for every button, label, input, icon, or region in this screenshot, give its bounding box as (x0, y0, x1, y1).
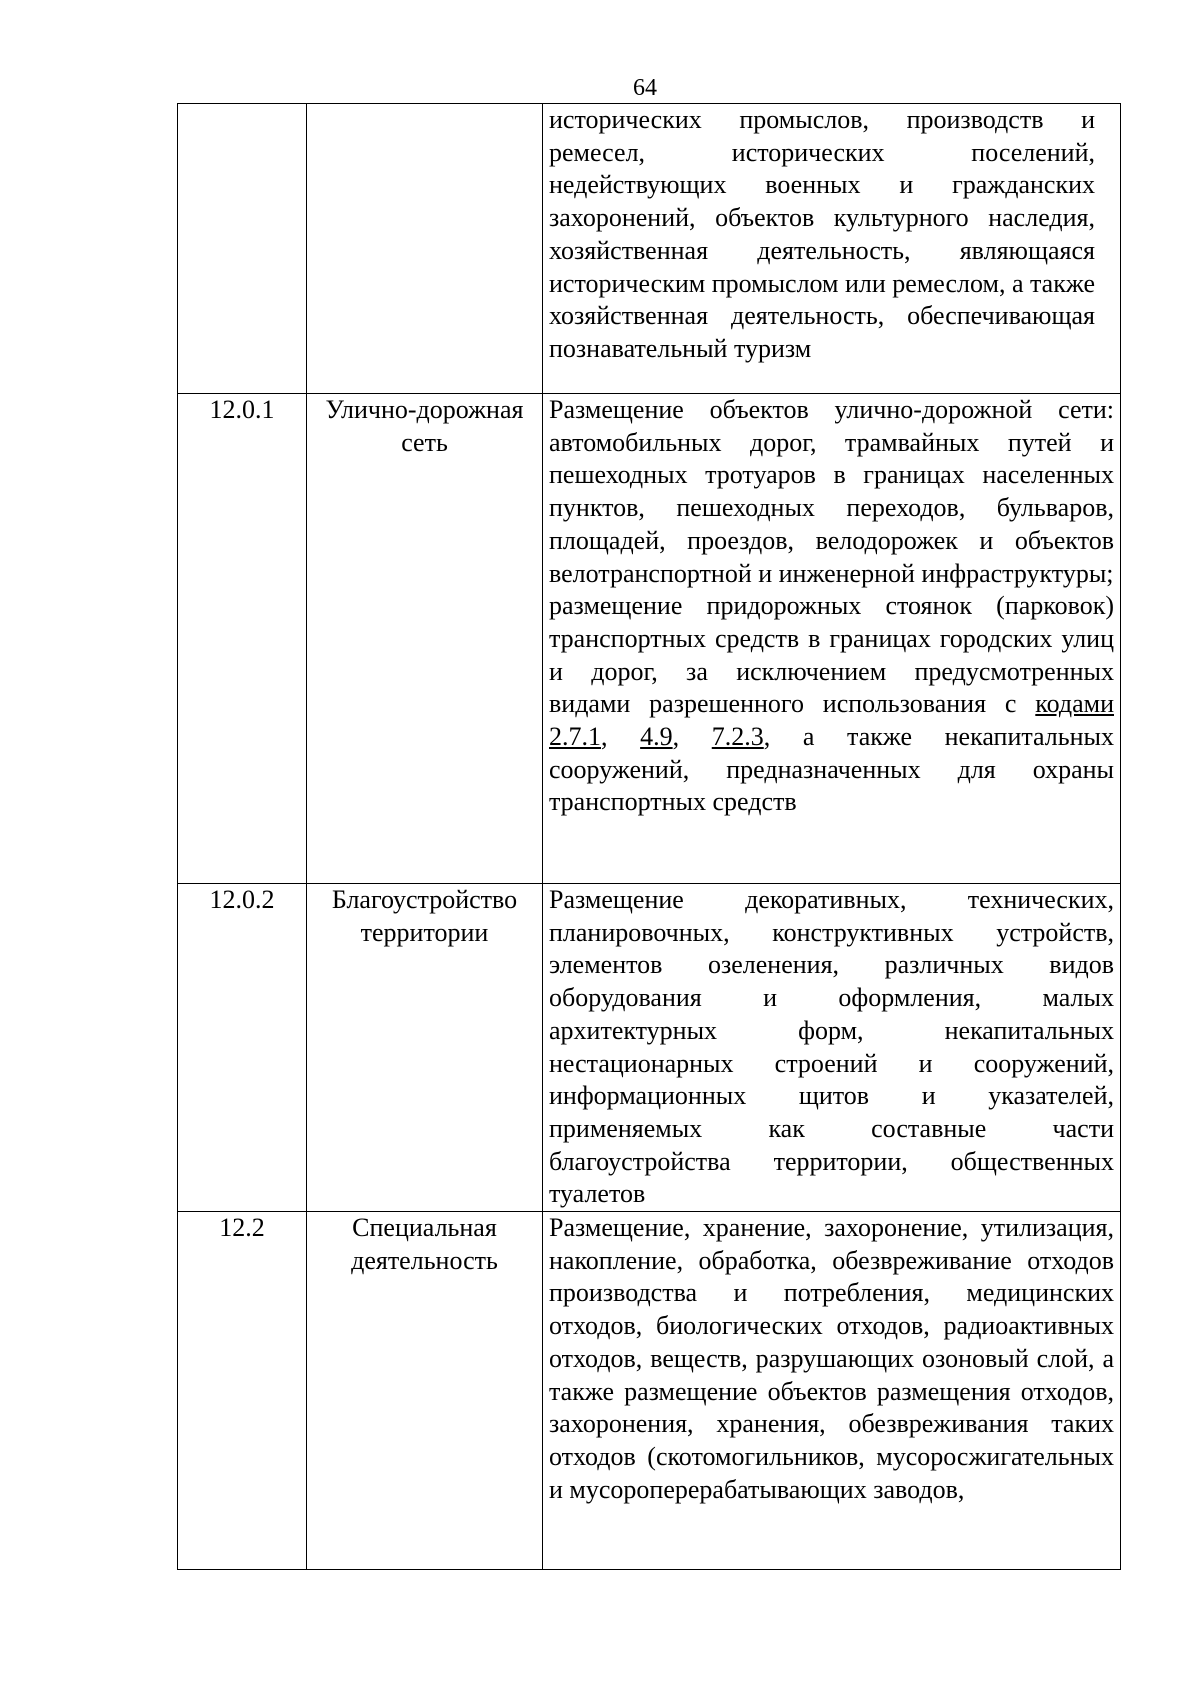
code-cell: 12.0.1 (178, 394, 307, 884)
code-link[interactable]: кодами 2.7.1 (549, 689, 1114, 752)
page-number: 64 (633, 75, 657, 101)
table-row (178, 394, 1121, 884)
name-cell: Специальная деятельность (307, 1212, 543, 1570)
description-paragraph: Размещение объектов улично-дорожной сети: автомобильных дорог, трамвайных путей и пешеходных тротуаров в границах населенных пунктов, пешеходных переходов, бульваров, площадей, проездов, велодорожек и объектов велотранспортной и инженерной инфраструктуры; (549, 395, 1114, 588)
code-cell (178, 104, 307, 394)
code-cell: 12.0.2 (178, 884, 307, 1212)
table-row (178, 104, 1121, 394)
separator: , (672, 722, 712, 752)
description-cell: Размещение декоративных, технических, планировочных, конструктивных устройств, элементов озеленения, различных видов оборудования и оформления, малых архитектурных форм, некапитальных нестационарных строений и сооружений, информационных щитов и указателей, применяемых как составные части благоустройства территории, общественных туалетов (543, 884, 1121, 1212)
description-paragraph (549, 590, 1114, 819)
land-use-table (177, 103, 1121, 1570)
code-link[interactable]: 7.2.3 (711, 722, 764, 752)
description-cell: исторических промыслов, производств и ремесел, исторических поселений, недействующих военных и гражданских захоронений, объектов культурного наследия, хозяйственная деятельность, являющаяся историческим промыслом или ремеслом, а также хозяйственная деятельность, обеспечивающая познавательный туризм (543, 104, 1121, 394)
separator: , (601, 722, 641, 752)
description-text: размещение придорожных стоянок (парковок) транспортных средств в границах городских улиц и дорог, за исключением предусмотренных видами разрешенного использования с (549, 591, 1114, 719)
code-cell: 12.2 (178, 1212, 307, 1570)
table-row (178, 1212, 1121, 1570)
description-cell (543, 394, 1121, 884)
name-cell (307, 104, 543, 394)
name-cell: Улично-дорожная сеть (307, 394, 543, 884)
table-row (178, 884, 1121, 1212)
description-text: , а также некапитальных сооружений, предназначенных для охраны транспортных средств (549, 722, 1115, 817)
code-link[interactable]: 4.9 (640, 722, 673, 752)
name-cell: Благоустройство территории (307, 884, 543, 1212)
description-cell: Размещение, хранение, захоронение, утилизация, накопление, обработка, обезвреживание отходов производства и потребления, медицинских отходов, биологических отходов, радиоактивных отходов, веществ, разрушающих озоновый слой, а также размещение объектов размещения отходов, захоронения, хранения, обезвреживания таких отходов (скотомогильников, мусоросжигательных и мусороперерабатывающих заводов, (543, 1212, 1121, 1570)
